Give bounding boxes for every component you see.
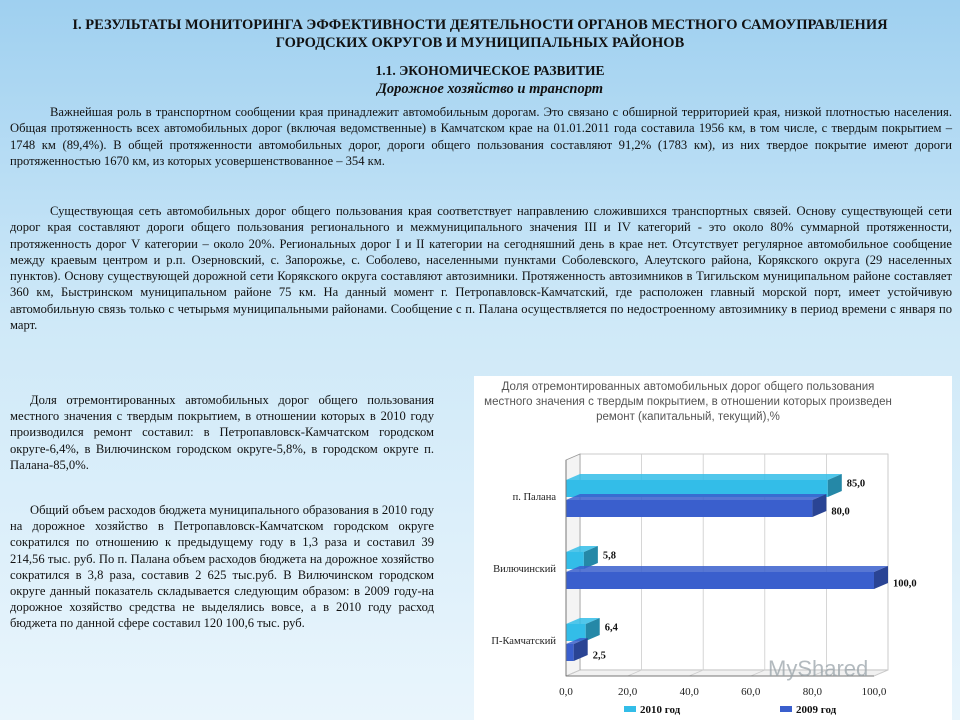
bar (566, 494, 826, 517)
category-label: Вилючинский (493, 564, 556, 575)
legend-label: 2010 год (640, 704, 681, 716)
x-tick-label: 60,0 (741, 686, 761, 698)
bar-front-face (566, 572, 874, 589)
data-label: 80,0 (831, 506, 850, 518)
paragraph-budget: Общий объем расходов бюджета муниципального образования в 2010 году на дорожное хозяйство в Петропавловск-Камчатском городском округе сократился по отношению к предыдущему году в 1,3 раза и составил 39 214,56 тыс. руб. По п. Палана объем расходов бюджета на дорожное хозяйство сократился в 3,8 раза, составив 2 625 тыс.руб. В Вилючинском городском округе данный показатель складывается следующим образом: в 2009 году-на дорожное хозяйство средства не выделялись вовсе, а в 2010 году расход бюджета по данной сфере составил 120 100,6 тыс. руб. (10, 503, 434, 631)
data-label: 100,0 (893, 578, 917, 590)
page-title: I. РЕЗУЛЬТАТЫ МОНИТОРИНГА ЭФФЕКТИВНОСТИ ДЕЯТЕЛЬНОСТИ ОРГАНОВ МЕСТНОГО САМОУПРАВЛЕНИЯ ГОРОДСКИХ ОКРУГОВ И МУНИЦИПАЛЬНЫХ РАЙОНОВ (72, 17, 888, 51)
category-label: П-Камчатский (491, 636, 556, 647)
x-tick-label: 0,0 (559, 686, 573, 698)
legend-label: 2009 год (796, 704, 837, 716)
x-tick-label: 80,0 (802, 686, 823, 698)
paragraph-repaired-share: Доля отремонтированных автомобильных дорог общего пользования местного значения с твердым покрытием, в отношении которых в 2010 году производился ремонт составил: в Петропавловск-Камчатском городском округе-6,4%, в Вилючинском городском округе-5,8%, в городском округе п. Палана-85,0%. (10, 393, 434, 472)
x-tick-label: 20,0 (617, 686, 638, 698)
bar-top-face (566, 494, 826, 500)
x-tick-label: 100,0 (861, 686, 887, 698)
paragraph-road-network: Существующая сеть автомобильных дорог общего пользования края соответствует направлению сложившихся транспортных связей. Основу существующей сети дорог края составляют дороги общего пользования регионального и межмуниципального значения III и IV категорий - это около 80% суммарной протяженности, протяженность дорог V категории – около 20%. Региональных дорог I и II категории на сегодняшний день в крае нет. Отсутствует регулярное автомобильное сообщение между краевым центром и р.п. Озерновский, с. Запорожье, с. Соболево, населенными пунктами Соболевского, Алеутского района, Корякского округа (29 населенных пунктов). Основу существующей дорожной сети Корякского округа составляют автозимники. Протяженность автозимников в Тигильском муниципальном районе составляет 360 км, Быстринском муниципальном районе 75 км. На данный момент г. Петропавловск-Камчатский, где расположен главный морской порт, имеет устойчивую автомобильную связь только с четырьмя муниципальными районами. Сообщение с п. Палана осуществляется по недостроенному автозимнику в период времени с января по март. (10, 204, 952, 333)
data-label: 2,5 (592, 650, 606, 662)
bar (566, 474, 842, 497)
paragraph-roads-overview: Важнейшая роль в транспортном сообщении края принадлежит автомобильным дорогам. Это связано с обширной территорией края, низкой плотностью населения. Общая протяженность всех автомобильных дорог (включая ведомственные) в Камчатском крае на 01.01.2011 года составила 1956 км, в том числе, с твердым покрытием – 1748 км (89,4%). В общей протяженности автомобильных дорог, дороги общего пользования составляют 91,2% (1783 км), из них твердое покрытие имеют дороги протяженностью 1670 км, из которых усовершенствованное – 354 км. (10, 105, 952, 168)
watermark-logo: MyShared (768, 656, 869, 681)
data-label: 85,0 (846, 478, 866, 490)
bar-front-face (566, 500, 812, 517)
chart-title: Доля отремонтированных автомобильных дорог общего пользования местного значения с твердым покрытием, в отношении которых произведен ремонт (капитальный, текущий),% (484, 381, 892, 423)
bar-top-face (566, 566, 888, 572)
data-label: 6,4 (604, 622, 618, 634)
x-tick-label: 40,0 (679, 686, 699, 698)
bar-top-face (566, 474, 842, 480)
bar-front-face (566, 644, 574, 661)
legend-swatch (624, 706, 636, 712)
subsection-heading: Дорожное хозяйство и транспорт (376, 81, 604, 97)
data-label: 5,8 (602, 550, 616, 562)
legend-swatch (780, 706, 792, 712)
bar (566, 566, 888, 589)
section-heading: 1.1. ЭКОНОМИЧЕСКОЕ РАЗВИТИЕ (375, 63, 605, 78)
repaired-roads-chart (474, 376, 952, 720)
category-label: п. Палана (512, 492, 556, 503)
